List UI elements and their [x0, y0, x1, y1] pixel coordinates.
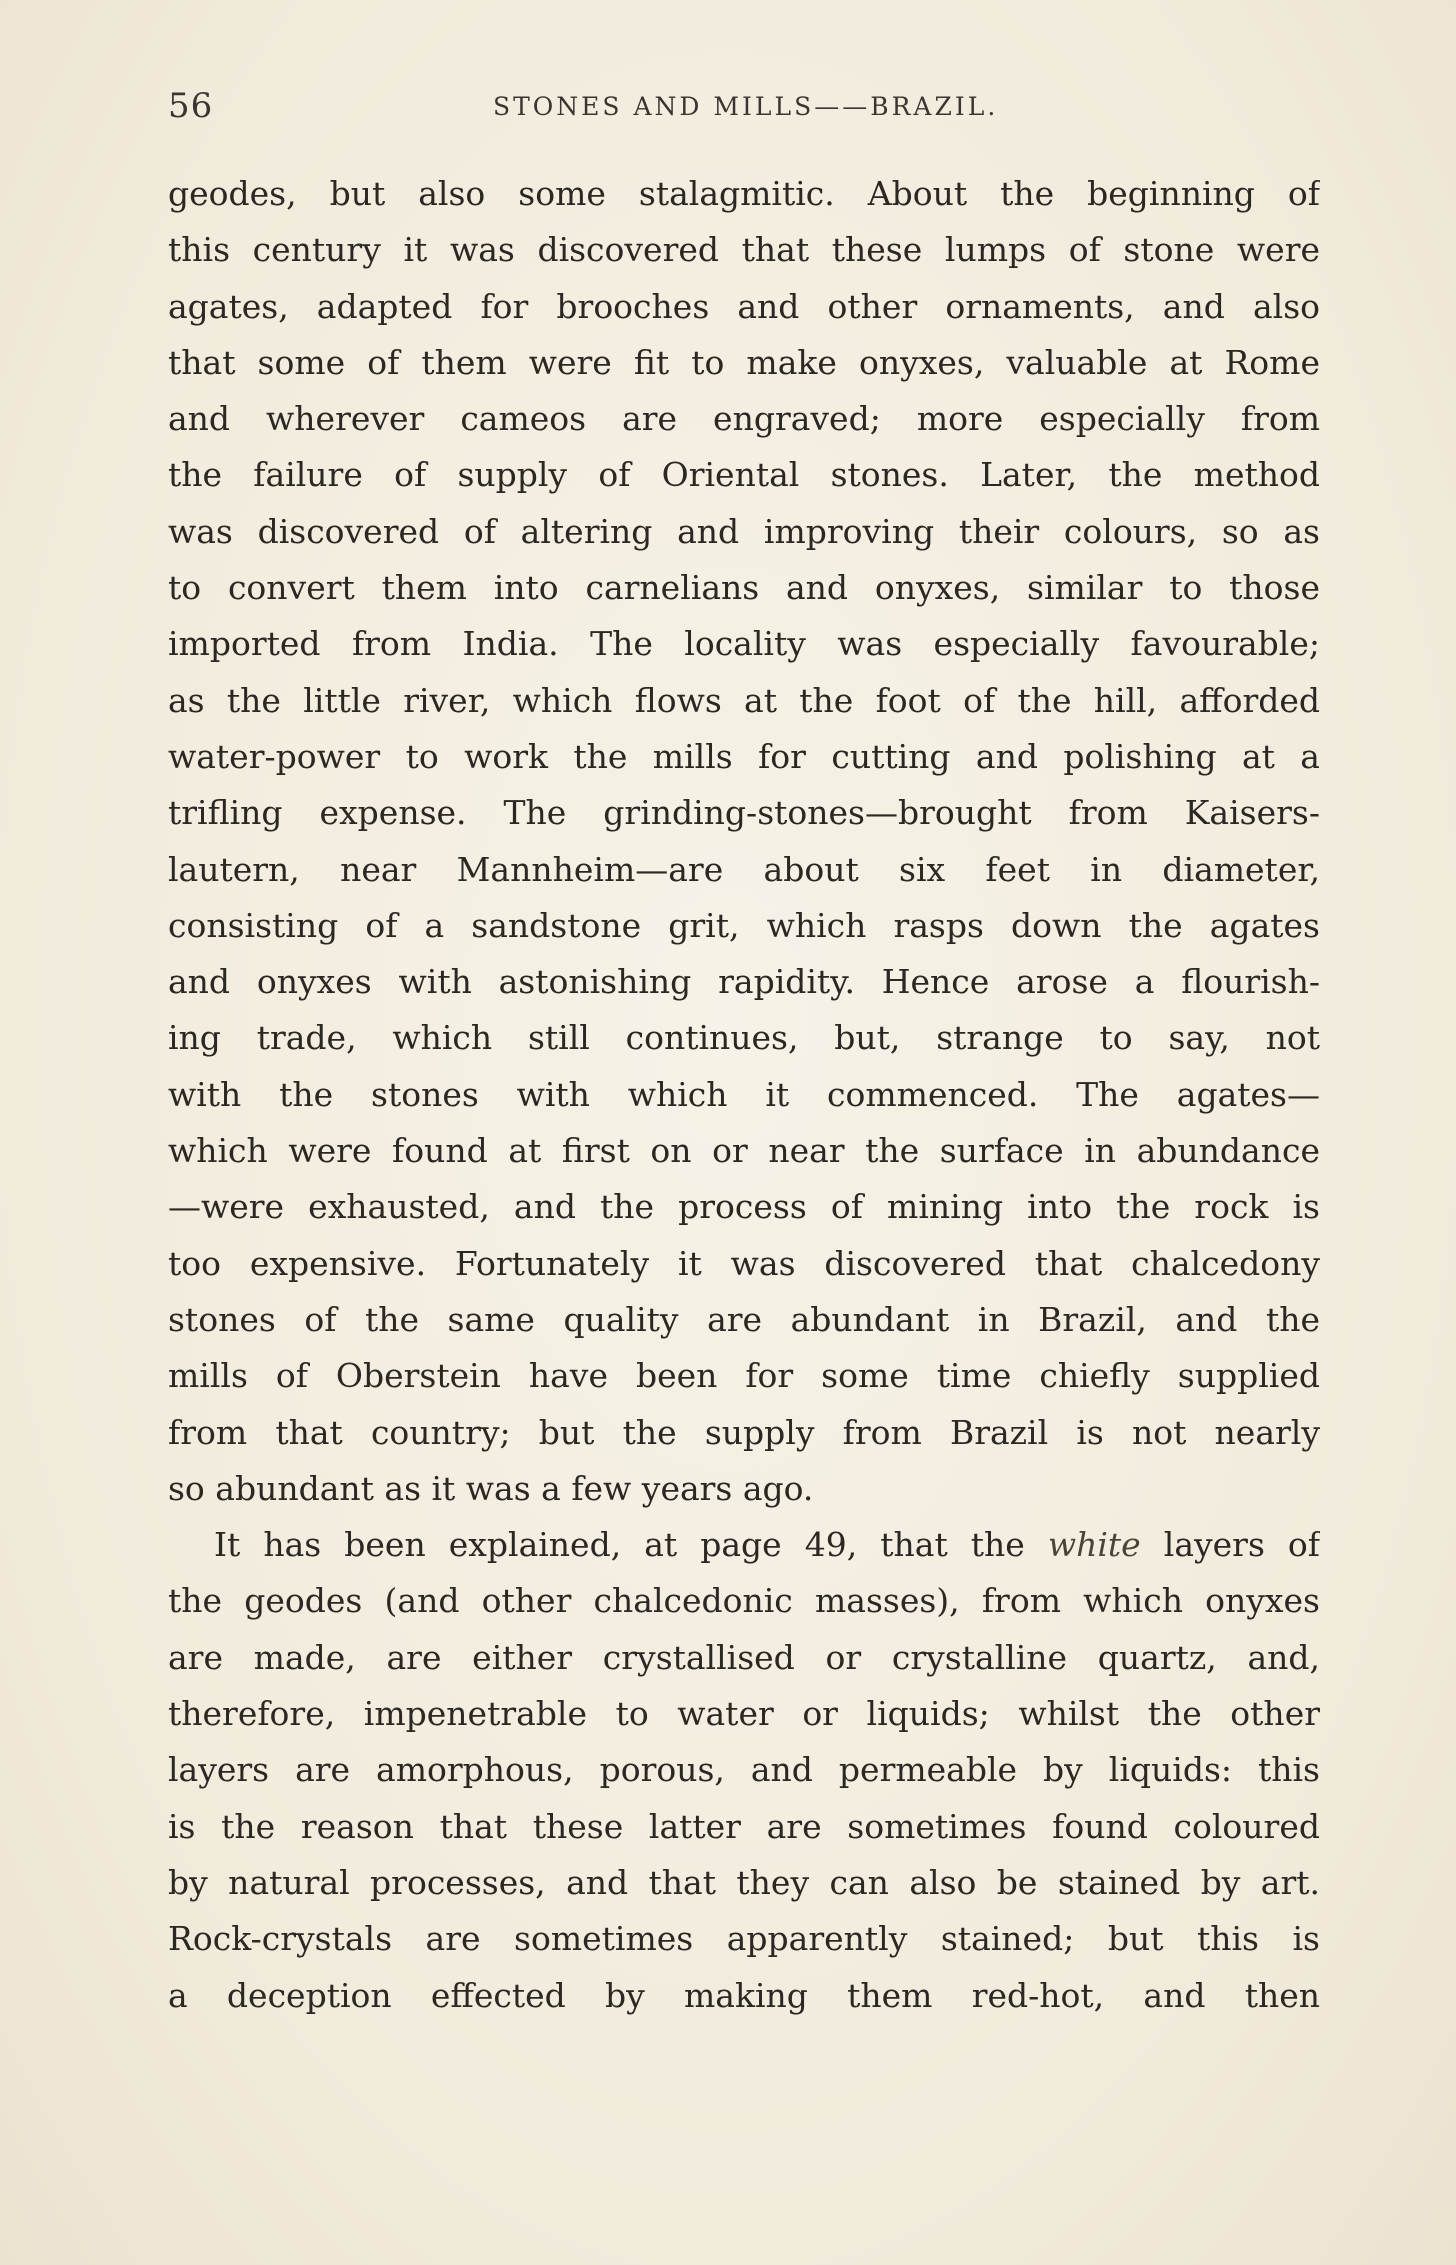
italic-word: white	[1047, 1525, 1141, 1565]
text-line: consisting of a sandstone grit, which rasps down the agates	[168, 905, 1320, 945]
text-line: layers are amorphous, porous, and permeable by liquids: this	[168, 1750, 1320, 1790]
text-line: is the reason that these latter are sometimes found coloured	[168, 1806, 1320, 1846]
page-number: 56	[168, 86, 214, 126]
text-line: lautern, near Mannheim—are about six feet in diameter,	[168, 849, 1320, 889]
paragraph-1	[168, 166, 1320, 1517]
text-run: It has been explained, at page 49, that the	[214, 1525, 1048, 1565]
text-line: a deception effected by making them red-hot, and then	[168, 1975, 1320, 2015]
text-line: so abundant as it was a few years ago.	[168, 1468, 814, 1508]
text-line: which were found at first on or near the surface in abundance	[168, 1131, 1320, 1171]
text-line: and onyxes with astonishing rapidity. Hence arose a flourish-	[168, 962, 1320, 1002]
text-line: to convert them into carnelians and onyxes, similar to those	[168, 568, 1320, 608]
text-line: stones of the same quality are abundant in Brazil, and the	[168, 1299, 1320, 1339]
text-line: was discovered of altering and improving their colours, so as	[168, 511, 1320, 551]
text-line: this century it was discovered that these lumps of stone were	[168, 230, 1320, 270]
text-line: water-power to work the mills for cutting and polishing at a	[168, 736, 1320, 776]
text-line: —were exhausted, and the process of mining into the rock is	[168, 1187, 1320, 1227]
text-line: from that country; but the supply from Brazil is not nearly	[168, 1412, 1320, 1452]
text-line: therefore, impenetrable to water or liquids; whilst the other	[168, 1694, 1320, 1734]
text-line: ing trade, which still continues, but, strange to say, not	[168, 1018, 1320, 1058]
paragraph-2	[168, 1517, 1320, 2024]
text-line: geodes, but also some stalagmitic. About the beginning of	[168, 174, 1320, 213]
text-line: trifling expense. The grinding-stones—brought from Kaisers-	[168, 793, 1320, 833]
running-head	[168, 86, 1318, 136]
text-line: are made, are either crystallised or crystalline quartz, and,	[168, 1637, 1320, 1677]
running-title: STONES AND MILLS——BRAZIL.	[493, 92, 999, 121]
text-line: agates, adapted for brooches and other ornaments, and also	[168, 286, 1320, 326]
body-text	[168, 166, 1320, 2024]
text-line: too expensive. Fortunately it was discovered that chalcedony	[168, 1243, 1320, 1283]
text-line: Rock-crystals are sometimes apparently stained; but this is	[168, 1919, 1320, 1959]
text-line: as the little river, which flows at the foot of the hill, afforded	[168, 680, 1320, 720]
text-line: by natural processes, and that they can also be stained by art.	[168, 1862, 1320, 1902]
text-run: layers of	[1140, 1525, 1320, 1565]
text-line: and wherever cameos are engraved; more especially from	[168, 399, 1320, 439]
text-line: with the stones with which it commenced. The agates—	[168, 1074, 1320, 1114]
text-line: the geodes (and other chalcedonic masses), from which onyxes	[168, 1581, 1320, 1621]
text-line: the failure of supply of Oriental stones. Later, the method	[168, 455, 1320, 495]
text-line: that some of them were fit to make onyxes, valuable at Rome	[168, 342, 1320, 382]
text-line: mills of Oberstein have been for some time chiefly supplied	[168, 1356, 1320, 1396]
text-line	[168, 1517, 1320, 1573]
text-line: imported from India. The locality was especially favourable;	[168, 624, 1320, 664]
